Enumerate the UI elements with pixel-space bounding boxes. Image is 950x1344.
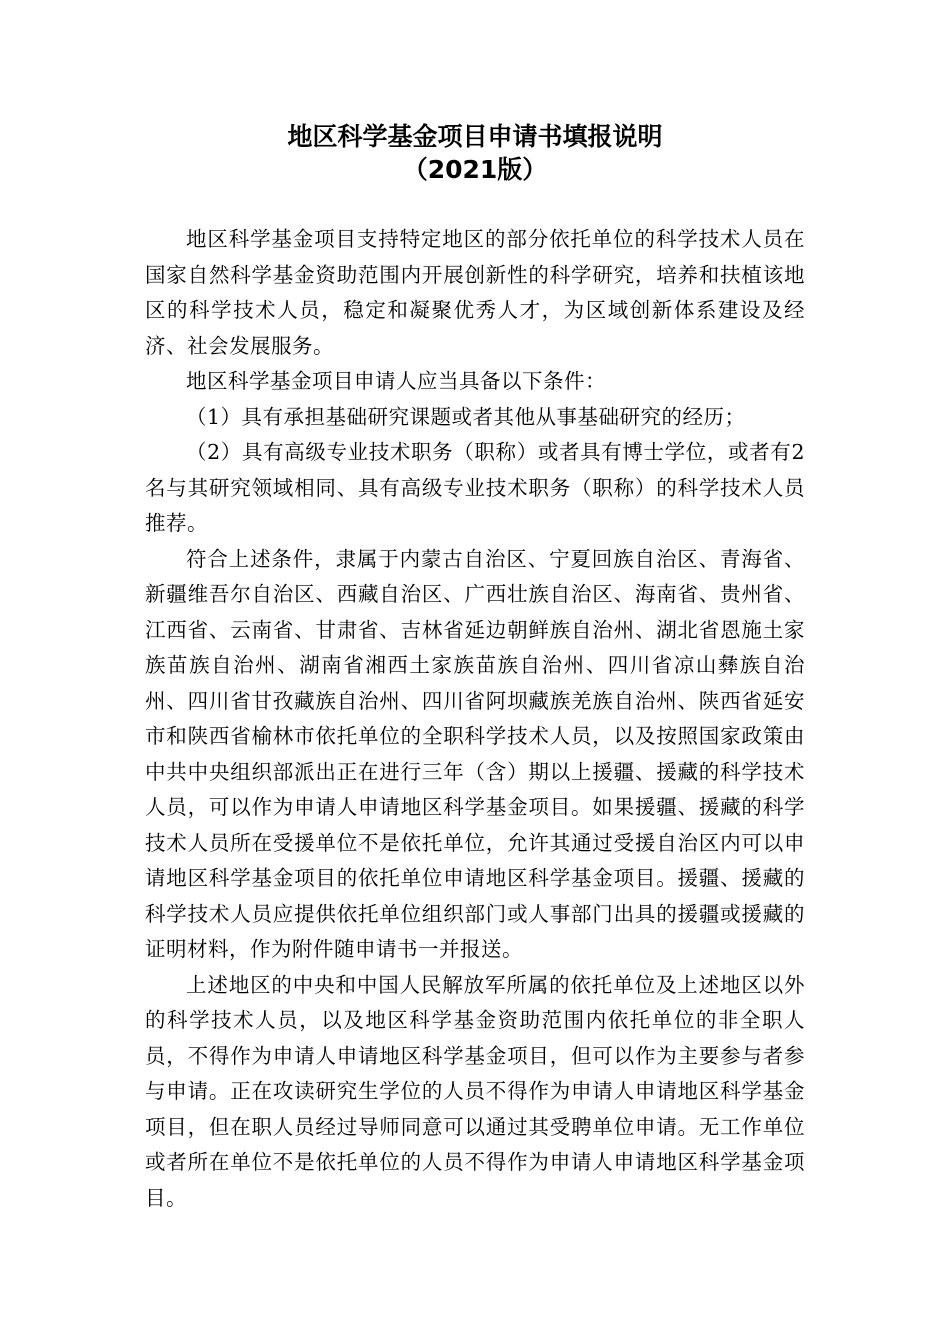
document-subtitle: （2021版） [402, 155, 548, 184]
paragraph-conditions-heading: 地区科学基金项目申请人应当具备以下条件： [186, 369, 606, 393]
paragraph-condition-1: （1）具有承担基础研究课题或者其他从事基础研究的经历； [186, 404, 746, 429]
paragraph-ineligible: 上述地区的中央和中国人民解放军所属的依托单位及上述地区以外的科学技术人员，以及地区科学基金资助范围内依托单位的非全职人员，不得作为申请人申请地区科学基金项目，但可以作为主要参与者参与申请。正在攻读研究生学位的人员不得作为申请人申请地区科学基金项目，但在职人员经过导师同意可以通过其受聘单位申请。无工作单位或者所在单位不是依托单位的人员不得作为申请人申请地区科学基金项目。 [145, 972, 805, 1210]
document-title: 地区科学基金项目申请书填报说明 [287, 122, 663, 151]
paragraph-condition-2: （2）具有高级专业技术职务（职称）或者具有博士学位，或者有2名与其研究领域相同、具有高级专业技术职务（职称）的科学技术人员推荐。 [145, 440, 805, 535]
paragraph-intro: 地区科学基金项目支持特定地区的部分依托单位的科学技术人员在国家自然科学基金资助范围内开展创新性的科学研究，培养和扶植该地区的科学技术人员，稳定和凝聚优秀人才，为区域创新体系建设及经济、社会发展服务。 [145, 227, 805, 358]
paragraph-eligible-regions: 符合上述条件，隶属于内蒙古自治区、宁夏回族自治区、青海省、新疆维吾尔自治区、西藏自治区、广西壮族自治区、海南省、贵州省、江西省、云南省、甘肃省、吉林省延边朝鲜族自治州、湖北省恩施土家族苗族自治州、湖南省湘西土家族苗族自治州、四川省凉山彝族自治州、四川省甘孜藏族自治州、四川省阿坝藏族羌族自治州、陕西省延安市和陕西省榆林市依托单位的全职科学技术人员，以及按照国家政策由中共中央组织部派出正在进行三年（含）期以上援疆、援藏的科学技术人员，可以作为申请人申请地区科学基金项目。如果援疆、援藏的科学技术人员所在受援单位不是依托单位，允许其通过受援自治区内可以申请地区科学基金项目的依托单位申请地区科学基金项目。援疆、援藏的科学技术人员应提供依托单位组织部门或人事部门出具的援疆或援藏的证明材料，作为附件随申请书一并报送。 [145, 546, 805, 961]
document-body [145, 222, 805, 1216]
